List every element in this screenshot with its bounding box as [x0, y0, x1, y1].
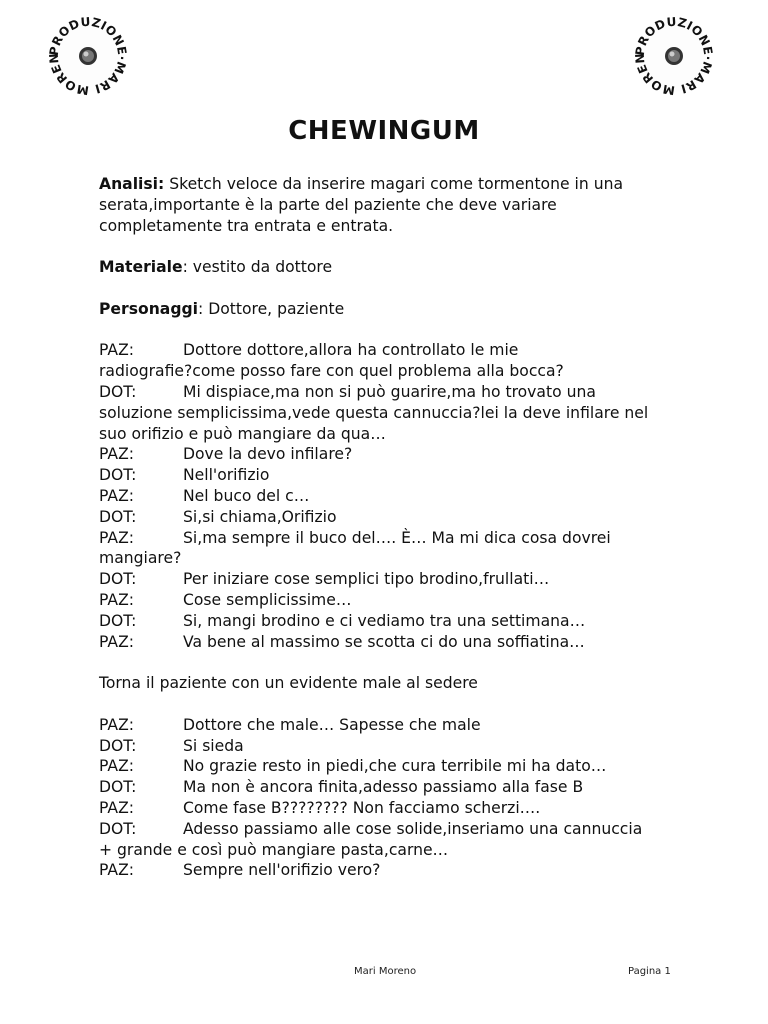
- dialogue-text: Va bene al massimo se scotta ci do una soffiatina…: [183, 632, 585, 651]
- speaker-label: DOT:: [99, 778, 137, 797]
- dialogue-text: Dove la devo infilare?: [183, 445, 353, 464]
- speaker-label: DOT:: [99, 736, 137, 755]
- produzione-logo-right: [624, 14, 724, 98]
- dialogue-line: [99, 736, 679, 757]
- speaker-label: PAZ:: [99, 757, 135, 776]
- dialogue-line: [99, 590, 679, 611]
- dialogue-text: suo orifizio e può mangiare da qua…: [99, 424, 386, 443]
- dialogue-text: Sempre nell'orifizio vero?: [183, 861, 381, 880]
- dialogue-line: [99, 507, 679, 528]
- dialogue-text: Dottore che male… Sapesse che male: [183, 715, 481, 734]
- personaggi-paragraph: [99, 299, 679, 320]
- dialogue-block-2: [99, 715, 679, 881]
- dialogue-line: [99, 486, 679, 507]
- personaggi-text: : Dottore, paziente: [197, 299, 345, 318]
- dialogue-line: [99, 715, 679, 736]
- speaker-label: PAZ:: [99, 798, 135, 817]
- dialogue-text: Si,si chiama,Orifizio: [183, 507, 337, 526]
- speaker-label: DOT:: [99, 507, 137, 526]
- svg-text:PRODUZIONE·MARI MORENO·: PRODUZIONE·MARI MOREN: [46, 14, 130, 98]
- footer-author: Mari Moreno: [354, 966, 417, 977]
- dialogue-text: Nell'orifizio: [183, 466, 270, 485]
- analisi-label: Analisi:: [99, 175, 165, 193]
- speaker-label: DOT:: [99, 466, 137, 485]
- speaker-label: PAZ:: [99, 715, 135, 734]
- dialogue-line: [99, 756, 679, 777]
- materiale-label: Materiale: [99, 258, 183, 277]
- speaker-label: DOT:: [99, 819, 137, 838]
- materiale-paragraph: [99, 257, 679, 278]
- dialogue-line: [99, 340, 679, 361]
- dialogue-text: Nel buco del c…: [183, 486, 310, 505]
- speaker-label: PAZ:: [99, 590, 135, 609]
- footer-page-number: Pagina 1: [628, 966, 671, 977]
- dialogue-line: [99, 465, 679, 486]
- document-title: CHEWINGUM: [288, 116, 480, 146]
- dialogue-line: [99, 528, 679, 549]
- stage-direction: Torna il paziente con un evidente male al sedere: [99, 674, 478, 693]
- speaker-label: DOT:: [99, 570, 137, 589]
- analisi-paragraph: [99, 174, 679, 236]
- dialogue-text: Dottore dottore,allora ha controllato le mie: [183, 341, 519, 360]
- dialogue-text: Mi dispiace,ma non si può guarire,ma ho trovato una: [183, 382, 596, 401]
- dialogue-text: Si, mangi brodino e ci vediamo tra una settimana…: [183, 611, 586, 630]
- dialogue-line: [99, 403, 679, 424]
- svg-text:PRODUZIONE·MARI MORENO·: PRODUZIONE·MARI MOREN: [632, 14, 716, 98]
- speaker-label: PAZ:: [99, 528, 135, 547]
- personaggi-label: Personaggi: [99, 299, 198, 318]
- dialogue-text: Si,ma sempre il buco del…. È… Ma mi dica cosa dovrei: [183, 528, 611, 547]
- materiale-text: : vestito da dottore: [182, 258, 333, 277]
- dialogue-text: Cose semplicissime…: [183, 590, 352, 609]
- document-body: [99, 174, 679, 881]
- dialogue-text: Per iniziare cose semplici tipo brodino,frullati…: [183, 570, 550, 589]
- speaker-label: PAZ:: [99, 861, 135, 880]
- dialogue-line: [99, 777, 679, 798]
- dialogue-text: mangiare?: [99, 549, 182, 568]
- speaker-label: DOT:: [99, 611, 137, 630]
- dialogue-line: [99, 611, 679, 632]
- speaker-label: PAZ:: [99, 445, 135, 464]
- dialogue-line: [99, 798, 679, 819]
- dialogue-text: Adesso passiamo alle cose solide,inseriamo una cannuccia: [183, 819, 643, 838]
- speaker-label: DOT:: [99, 382, 137, 401]
- dialogue-block-1: [99, 340, 679, 652]
- dialogue-line: [99, 444, 679, 465]
- dialogue-line: [99, 424, 679, 445]
- dialogue-text: radiografie?come posso fare con quel problema alla bocca?: [99, 362, 564, 381]
- produzione-logo-left: [38, 14, 138, 98]
- dialogue-text: Ma non è ancora finita,adesso passiamo alla fase B: [183, 778, 584, 797]
- speaker-label: PAZ:: [99, 486, 135, 505]
- dialogue-line: [99, 819, 679, 840]
- dialogue-line: [99, 632, 679, 653]
- dialogue-text: soluzione semplicissima,vede questa cannuccia?lei la deve infilare nel: [99, 403, 649, 422]
- dialogue-line: [99, 382, 679, 403]
- speaker-label: PAZ:: [99, 341, 135, 360]
- dialogue-text: No grazie resto in piedi,che cura terribile mi ha dato…: [183, 757, 607, 776]
- speaker-label: PAZ:: [99, 632, 135, 651]
- dialogue-line: [99, 840, 679, 861]
- dialogue-line: [99, 860, 679, 881]
- analisi-text: Sketch veloce da inserire magari come tormentone in una serata,importante è la parte del paziente che deve variare completamente tra entrata e entrata.: [99, 175, 624, 235]
- dialogue-line: [99, 361, 679, 382]
- dialogue-line: [99, 569, 679, 590]
- dialogue-text: Si sieda: [183, 736, 244, 755]
- dialogue-line: [99, 548, 679, 569]
- dialogue-text: Come fase B???????? Non facciamo scherzi….: [183, 798, 541, 817]
- dialogue-text: + grande e così può mangiare pasta,carne…: [99, 840, 449, 859]
